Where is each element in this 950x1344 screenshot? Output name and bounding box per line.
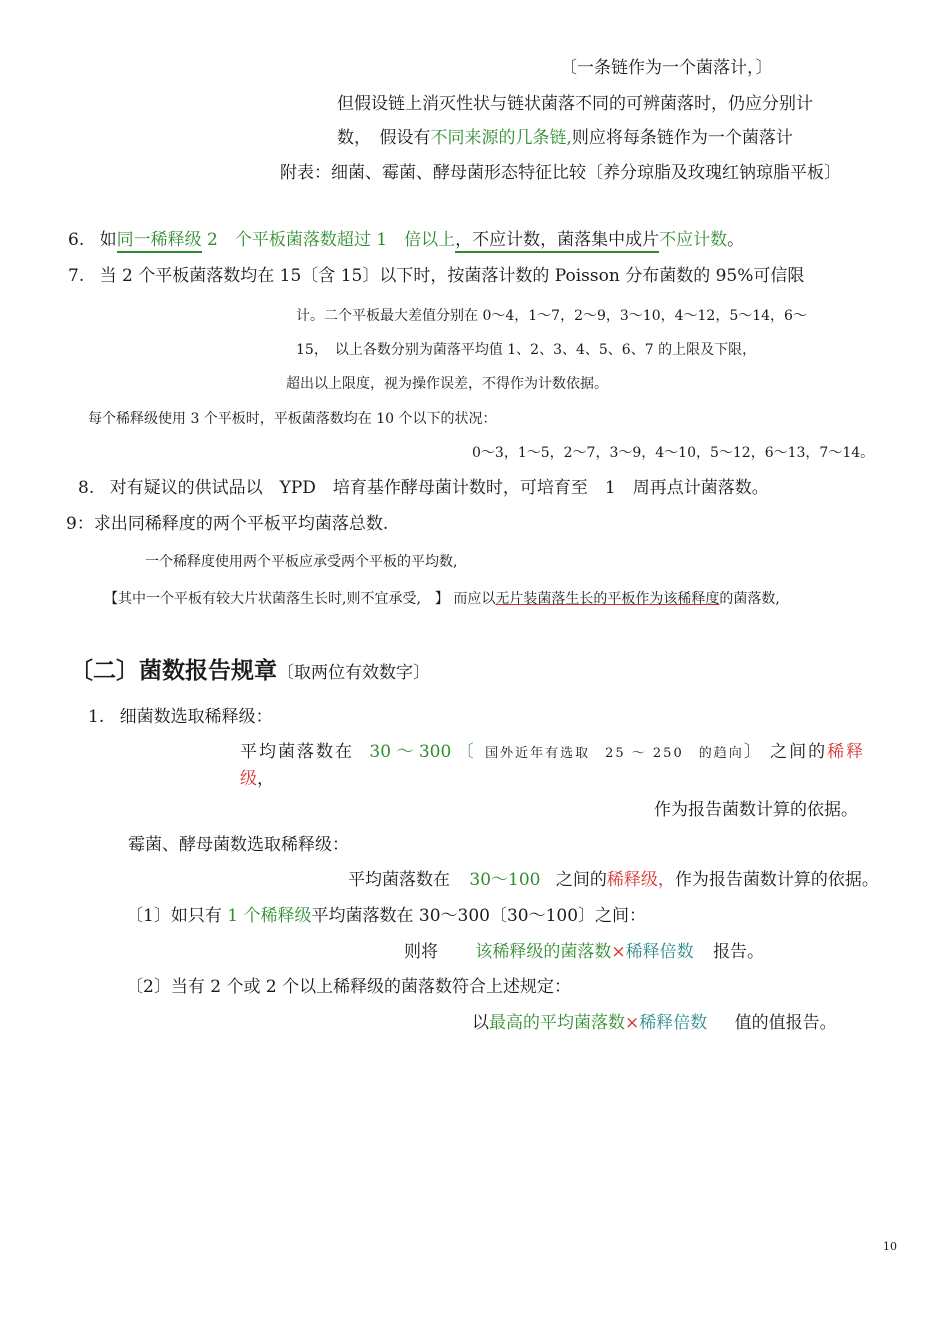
highlight-text: 该稀释级的菌落数 [475,942,612,962]
highlight-text: 不应计数 [659,230,728,250]
text-line: 15， 以上各数分别为菌落平均值 1、2、3、4、5、6、7 的上限及下限， [296,342,757,358]
text-line [104,588,780,610]
text-span: 则将 [404,942,438,962]
text-line [240,741,865,765]
text-span: 以 [472,1013,489,1033]
highlight-text: 2 个平板菌落数超过 [207,230,371,250]
text-line: 〔一条链作为一个菌落计，〕 [560,58,773,78]
text-line [472,1012,837,1034]
text-span: 作为报告菌数计算的依据。 [674,870,879,890]
text-span: 则应将每条链作为一个菌落计 [571,128,793,148]
times-symbol: × [625,1013,640,1033]
text-span: 细菌数选取稀释级： [119,707,273,727]
item-number: 8. [78,478,95,498]
text-span: 〔1〕如只有 [126,906,222,926]
text-span: 如 [99,230,117,250]
list-item-8 [78,477,769,499]
small-note: 国外近年有选取 25 ～ 250 的趋向 [485,746,744,761]
underlined-text: ，不应计数 [455,230,540,253]
rule-1 [88,706,273,728]
highlight-text: 级 [240,769,257,789]
text-line: 超出以上限度，视为操作误差，不得作为计数依据。 [286,376,608,392]
highlight-text: 30 ～ 300 〔 [369,742,474,762]
item-number: 1. [88,707,105,727]
text-span: 的菌落数, [719,591,780,607]
section-heading [70,655,430,689]
condition-2: 〔2〕当有 2 个或 2 个以上稀释级的菌落数符合上述规定： [126,977,572,997]
text-line [404,941,764,963]
highlight-text: 稀释倍数 [625,942,694,962]
text-span: 数， 假设有 [337,128,431,148]
text-span: 平均菌落数在 30～300〔30～100〕之间： [311,906,647,926]
underlined-text: ，菌落集中成片 [540,230,659,253]
section-title: 〔二〕菌数报告规章 [70,657,277,684]
text-line [240,768,274,790]
underlined-text: 无片装菌落生长的平板作为该稀释度 [495,591,720,607]
item-number: 7. [68,266,85,286]
text-line: 0～3，1～5，2～7，3～9，4～10，5～12，6～13，7～14。 [472,445,875,461]
highlight-text: 稀释倍数 [639,1013,708,1033]
times-symbol: × [611,942,626,962]
text-span: 值的值报告。 [734,1013,837,1033]
text-span: ， [257,769,274,789]
text-line: 一个稀释度使用两个平板应承受两个平板的平均数, [145,554,458,570]
highlight-text: 稀释级， [606,870,675,890]
highlight-text: 同一稀释级 [117,230,202,253]
text-span: 当 2 个平板菌落数均在 15〔含 15〕以下时，按菌落计数的 Poisson 分布菌数的 95%可信限 [99,266,805,286]
condition-1 [126,905,646,927]
text-span: 〕 之间的 [743,742,828,762]
text-line: 但假设链上消灭性状与链状菌落不同的可辨菌落时，仍应分别计 [337,94,813,114]
text-line: 计。二个平板最大差值分别在 0～4，1～7，2～9，3～10，4～12，5～14，6～ [296,308,807,324]
text-line: 每个稀释级使用 3 个平板时，平板菌落数均在 10 个以下的状况： [88,411,497,427]
text-span: 报告。 [713,942,765,962]
text-span: 。 [727,230,745,250]
highlight-text: 1 倍以上 [376,230,456,250]
text-line: 作为报告菌数计算的依据。 [654,800,858,820]
section-subtitle: 〔取两位有效数字〕 [277,663,430,683]
highlight-text: 最高的平均菌落数 [489,1013,625,1033]
text-line [348,869,879,891]
text-span: 【其中一个平板有较大片状菌落生长时,则不宜承受, 】 而应以 [104,591,496,607]
text-line [337,127,793,149]
list-item-6 [68,229,744,251]
list-item-7 [68,265,804,287]
highlight-text: 1 个稀释级 [227,906,312,926]
item-number: 6. [68,230,85,250]
text-line: 霉菌、酵母菌数选取稀释级： [128,835,349,855]
text-span: 平均菌落数在 [240,742,354,762]
text-span: 对有疑议的供试品以 YPD 培育基作酵母菌计数时，可培育至 1 周再点计菌落数。 [109,478,769,498]
list-item-9: 9：求出同稀释度的两个平板平均菌落总数. [66,514,389,534]
appendix-note: 附表：细菌、霉菌、酵母菌形态特征比较〔养分琼脂及玫瑰红钠琼脂平板〕 [280,163,841,183]
text-span: 平均菌落数在 [348,870,450,890]
highlight-text: 稀释 [827,742,866,762]
highlight-text: 不同来源的几条链, [430,128,572,148]
highlight-text: 30～100 [469,870,541,890]
page-number: 10 [883,1240,897,1253]
text-span: 之间的 [555,870,607,890]
